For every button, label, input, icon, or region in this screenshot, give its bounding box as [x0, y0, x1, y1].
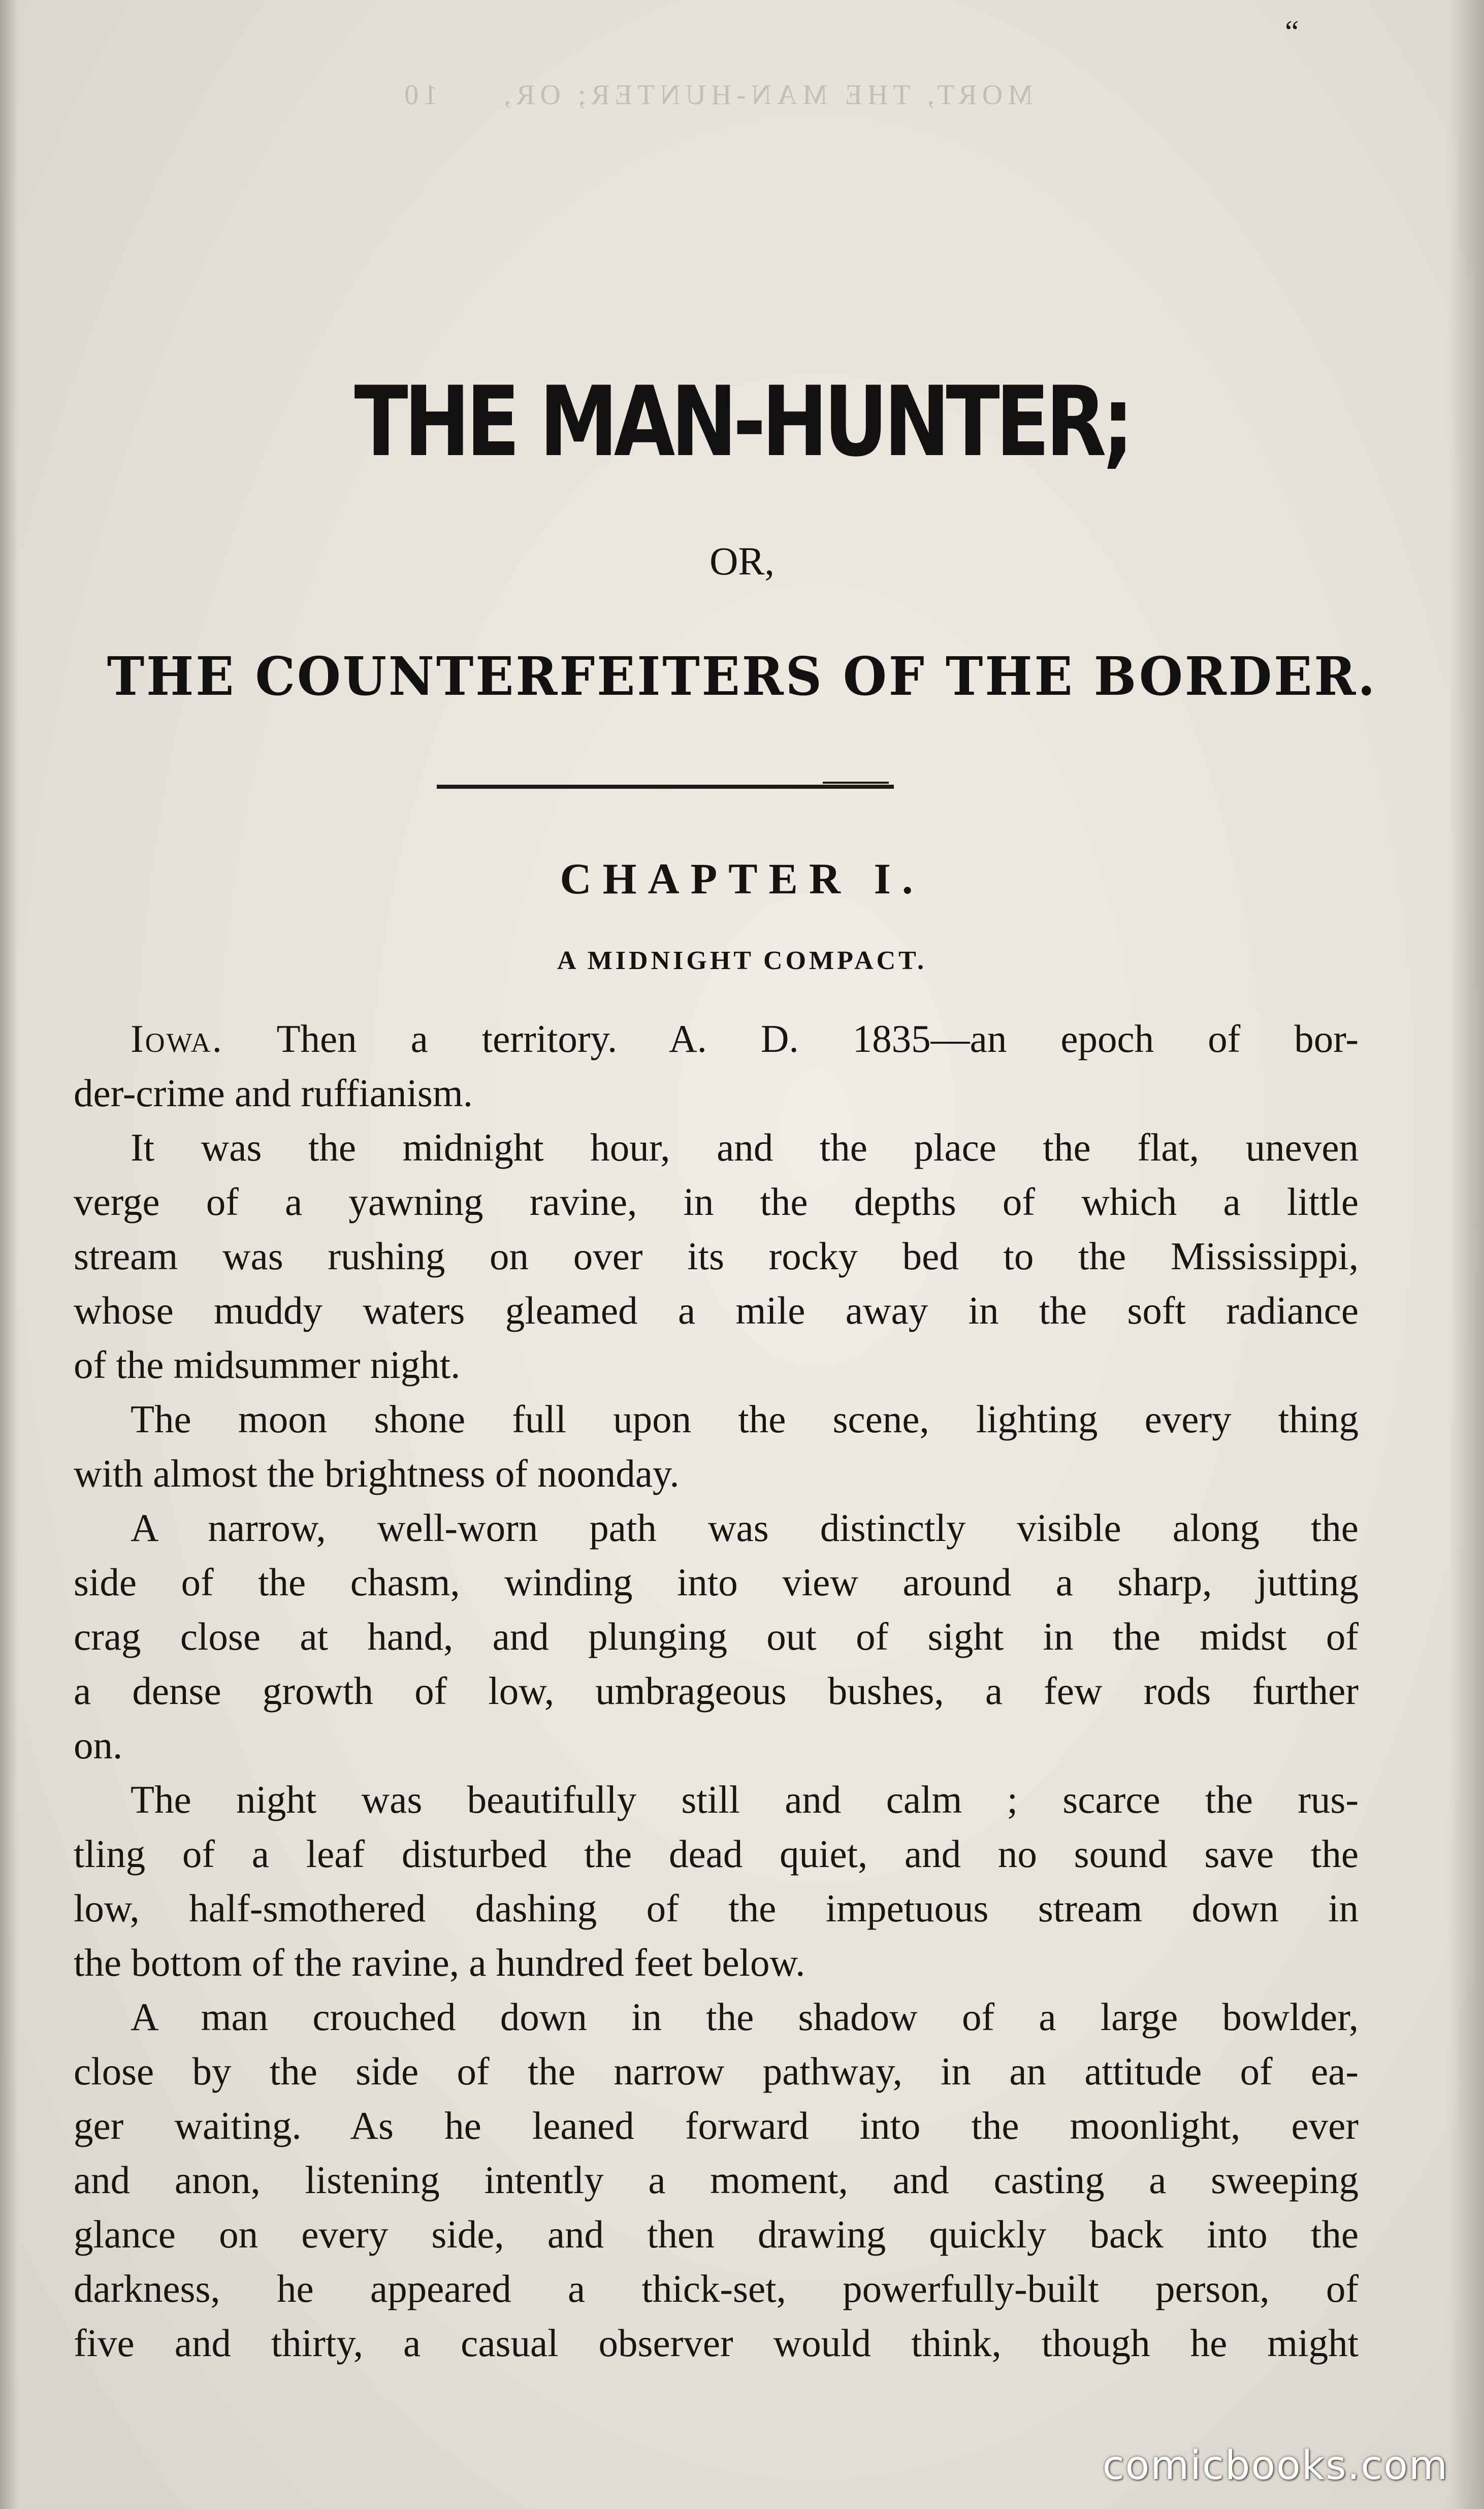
text-line: tling of a leaf disturbed the dead quiet, and no sound save the	[74, 1832, 1359, 1876]
chapter-title: A MIDNIGHT COMPACT.	[557, 946, 927, 975]
text-line: darkness, he appeared a thick-set, powerfully-built person, of	[74, 2267, 1359, 2310]
bleed-header-text: MORT, THE MAN-HUNTER; OR,	[499, 79, 1033, 111]
reverse-side-bleed-through	[76, 66, 1356, 139]
place-name: Iowa.	[131, 1017, 223, 1060]
page-right-edge-shadow	[1448, 0, 1484, 2509]
text-line: verge of a yawning ravine, in the depths of which a little	[74, 1180, 1359, 1224]
text-line: low, half-smothered dashing of the impetuous stream down in	[74, 1886, 1359, 1930]
text-line: on.	[74, 1723, 123, 1767]
text-line: der-crime and ruffianism.	[74, 1071, 473, 1115]
page-left-edge-shadow	[0, 0, 18, 2509]
text-line: of the midsummer night.	[74, 1343, 461, 1387]
text-line: glance on every side, and then drawing quickly back into the	[74, 2212, 1359, 2256]
text-line: A man crouched down in the shadow of a large bowlder,	[131, 1995, 1359, 2039]
title-or: OR,	[709, 539, 775, 583]
text-line: the bottom of the ravine, a hundred feet below.	[74, 1941, 805, 1984]
chapter-heading: CHAPTER I.	[560, 854, 924, 903]
text-line: and anon, listening intently a moment, and casting a sweeping	[74, 2158, 1359, 2202]
bleed-page-number: 10	[399, 79, 438, 111]
title-divider-rule-tail	[823, 782, 889, 784]
text-line: stream was rushing on over its rocky bed to the Mississippi,	[74, 1234, 1359, 1278]
book-title: THE MAN-HUNTER;	[354, 366, 1130, 478]
text-line: The night was beautifully still and calm ; scarce the rus-	[131, 1778, 1359, 1821]
site-watermark: comicbooks.com	[1102, 2443, 1448, 2489]
text-line: five and thirty, a casual observer would think, though he might	[74, 2321, 1359, 2365]
text-line: crag close at hand, and plunging out of sight in the midst of	[74, 1615, 1359, 1658]
title-divider-rule	[437, 785, 894, 789]
text-line: with almost the brightness of noonday.	[74, 1452, 680, 1495]
text-line-rest: Then a territory. A. D. 1835—an epoch of bor-	[276, 1017, 1359, 1060]
text-line: whose muddy waters gleamed a mile away in the soft radiance	[74, 1289, 1359, 1332]
book-subtitle: THE COUNTERFEITERS OF THE BORDER.	[107, 645, 1377, 707]
chapter-body	[74, 1012, 1359, 2370]
text-line	[74, 1012, 1359, 1066]
text-line: a dense growth of low, umbrageous bushes, a few rods further	[74, 1669, 1359, 1713]
text-line: A narrow, well-worn path was distinctly visible along the	[131, 1506, 1359, 1550]
text-line: side of the chasm, winding into view around a sharp, jutting	[74, 1560, 1359, 1604]
top-ink-mark: “	[1285, 15, 1299, 49]
bleed-running-header	[76, 66, 1356, 124]
text-line: ger waiting. As he leaned forward into the moonlight, ever	[74, 2104, 1359, 2147]
text-line: close by the side of the narrow pathway, in an attitude of ea-	[74, 2049, 1359, 2093]
text-line: The moon shone full upon the scene, lighting every thing	[131, 1397, 1359, 1441]
text-line: It was the midnight hour, and the place the flat, uneven	[131, 1125, 1359, 1169]
